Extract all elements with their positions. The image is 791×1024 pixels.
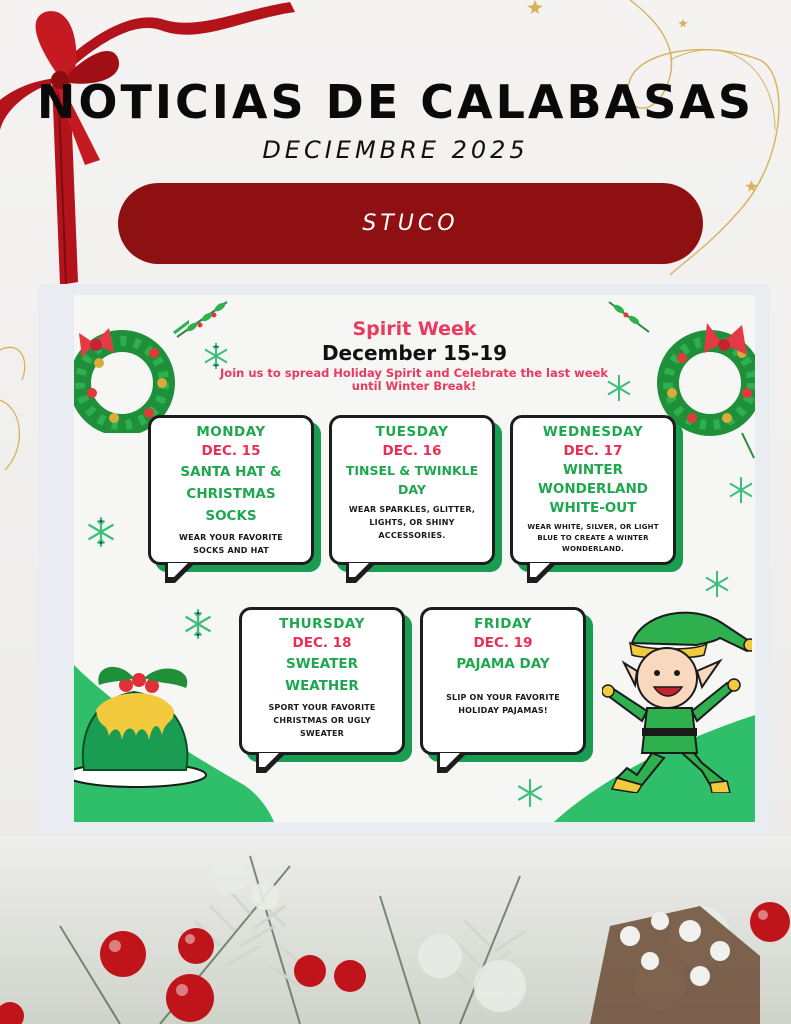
elf-icon bbox=[602, 603, 752, 793]
newsletter-date: DECIEMBRE 2025 bbox=[262, 136, 529, 164]
desc-line: SLIP ON YOUR FAVORITE bbox=[446, 693, 560, 702]
pudding-icon bbox=[74, 640, 214, 790]
day-date: DEC. 17 bbox=[563, 443, 623, 459]
star-icon bbox=[678, 18, 688, 28]
snowflake-icon bbox=[726, 475, 755, 505]
day-name: THURSDAY bbox=[279, 616, 365, 632]
day-theme bbox=[519, 461, 667, 518]
theme-line: CHRISTMAS bbox=[186, 486, 276, 502]
desc-line: HOLIDAY PAJAMAS! bbox=[458, 706, 548, 715]
theme-line: WHITE-OUT bbox=[549, 500, 637, 516]
flyer-dates: December 15-19 bbox=[321, 341, 508, 365]
pine-berries-photo bbox=[0, 836, 791, 1024]
theme-line: DAY bbox=[398, 482, 426, 497]
flyer-title: Spirit Week bbox=[352, 318, 477, 340]
section-label: STUCO bbox=[362, 211, 459, 236]
day-date: DEC. 15 bbox=[201, 443, 261, 459]
day-theme bbox=[338, 461, 486, 499]
pine-branches-illustration bbox=[0, 836, 791, 1024]
theme-line: SOCKS bbox=[205, 508, 257, 524]
day-card-tuesday bbox=[329, 415, 495, 565]
newsletter-title: NOTICIAS DE CALABASAS bbox=[36, 75, 755, 129]
day-name: TUESDAY bbox=[375, 424, 449, 440]
day-card-wednesday bbox=[510, 415, 676, 565]
spirit-week-flyer bbox=[74, 295, 755, 822]
day-description bbox=[519, 522, 667, 555]
day-theme bbox=[157, 461, 305, 527]
day-name: MONDAY bbox=[196, 424, 266, 440]
day-date: DEC. 19 bbox=[473, 635, 533, 651]
desc-line: SWEATER bbox=[299, 729, 345, 738]
day-theme bbox=[429, 653, 577, 675]
day-card-monday bbox=[148, 415, 314, 565]
desc-line: LIGHTS, OR SHINY bbox=[369, 518, 455, 527]
theme-line: TINSEL & TWINKLE bbox=[345, 463, 479, 478]
day-date: DEC. 18 bbox=[292, 635, 352, 651]
desc-line: SPORT YOUR FAVORITE bbox=[268, 703, 376, 712]
desc-line: WEAR SPARKLES, GLITTER, bbox=[348, 505, 476, 514]
desc-line: WEAR WHITE, SILVER, OR LIGHT bbox=[527, 523, 659, 531]
day-description bbox=[157, 531, 305, 557]
desc-line: BLUE TO CREATE A WINTER bbox=[537, 534, 649, 542]
day-date: DEC. 16 bbox=[382, 443, 442, 459]
desc-line: ACCESSORIES. bbox=[378, 531, 446, 540]
desc-line: WONDERLAND. bbox=[562, 545, 624, 553]
snowflake-icon bbox=[702, 569, 732, 599]
gold-swirl-left bbox=[0, 340, 30, 480]
flyer-intro: Join us to spread Holiday Spirit and Celebrate the last week until Winter Break! bbox=[220, 366, 608, 393]
star-icon bbox=[745, 180, 758, 192]
snowflake-icon bbox=[84, 515, 118, 549]
star-icon bbox=[527, 0, 543, 14]
day-description bbox=[338, 503, 486, 542]
desc-line: CHRISTMAS OR UGLY bbox=[273, 716, 371, 725]
desc-line: SOCKS AND HAT bbox=[193, 546, 269, 555]
theme-line: WINTER bbox=[562, 462, 624, 478]
theme-line: SWEATER bbox=[285, 656, 359, 672]
snowflake-icon bbox=[181, 607, 215, 641]
theme-line: SANTA HAT & bbox=[180, 464, 282, 480]
day-name: FRIDAY bbox=[474, 616, 532, 632]
theme-line: PAJAMA DAY bbox=[456, 656, 550, 672]
section-banner bbox=[118, 183, 703, 264]
theme-line: WONDERLAND bbox=[537, 481, 649, 497]
theme-line: WEATHER bbox=[285, 678, 359, 694]
day-name: WEDNESDAY bbox=[542, 424, 644, 440]
snowflake-icon bbox=[514, 777, 546, 809]
desc-line: WEAR YOUR FAVORITE bbox=[179, 533, 283, 542]
